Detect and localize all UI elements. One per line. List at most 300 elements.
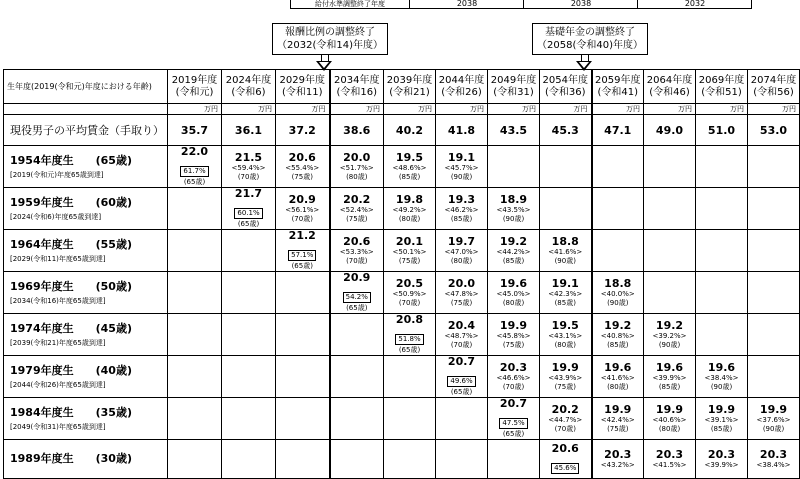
header-row [4, 70, 800, 104]
pension-cell [748, 146, 800, 188]
pension-amount: 19.3 [447, 192, 476, 206]
age-label: (85歳) [658, 382, 681, 391]
era-label: (令和11) [281, 86, 323, 98]
pension-cell [592, 146, 644, 188]
pension-cell [748, 314, 800, 356]
pension-cell [696, 398, 748, 440]
wage-value: 41.8 [436, 115, 488, 146]
replacement-rate-box: 45.6% [551, 463, 579, 474]
pension-cell [222, 398, 276, 440]
pension-amount: 19.6 [604, 360, 632, 374]
age-label: (70歳) [450, 340, 473, 349]
pension-cell [168, 188, 222, 230]
unit-row [4, 104, 800, 115]
pension-amount: 20.9 [288, 192, 316, 206]
cohort-row [4, 314, 800, 356]
pension-cell [330, 230, 384, 272]
unit-cell: 万円 [222, 104, 276, 115]
pension-cell [488, 272, 540, 314]
pension-cell [696, 440, 748, 479]
pension-amount: 20.7 [447, 355, 476, 368]
year-header [592, 70, 644, 104]
year-label: 2069年度 [698, 74, 745, 86]
age-label: (70歳) [398, 298, 421, 307]
replacement-rate: <45.0%> [496, 289, 531, 298]
pension-amount: 19.9 [551, 360, 579, 374]
pension-cell [330, 398, 384, 440]
age-label: (80歳) [607, 382, 629, 391]
era-label: (令和26) [441, 86, 482, 98]
unit-cell: 万円 [168, 104, 222, 115]
pension-cell [696, 356, 748, 398]
pension-amount: 20.6 [551, 442, 579, 455]
pension-amount: 20.0 [343, 150, 371, 164]
pension-cell [436, 272, 488, 314]
cohort-row [4, 272, 800, 314]
pension-cell [540, 146, 592, 188]
top-strip-value: 2038 [409, 0, 524, 8]
unit-cell: 万円 [592, 104, 644, 115]
pension-cell [540, 356, 592, 398]
replacement-rate: <40.6%> [652, 415, 687, 424]
pension-amount: 20.3 [604, 447, 632, 461]
pension-cell [540, 398, 592, 440]
pension-cell [330, 146, 384, 188]
cohort-label [4, 230, 168, 272]
replacement-rate-box: 57.1% [288, 250, 316, 261]
pension-cell [540, 440, 592, 479]
wage-value: 38.6 [330, 115, 384, 146]
wage-value: 40.2 [384, 115, 436, 146]
age-label: (85歳) [502, 256, 525, 265]
pension-cell [222, 314, 276, 356]
age-label: (90歳) [450, 172, 473, 181]
replacement-rate-box: 60.1% [234, 208, 262, 219]
year-header [488, 70, 540, 104]
cohort-label [4, 272, 168, 314]
pension-cell [436, 398, 488, 440]
pension-cell [644, 230, 696, 272]
pension-cell [330, 272, 384, 314]
pension-cell [696, 272, 748, 314]
pension-table [3, 69, 800, 479]
age-label: (80歳) [658, 424, 681, 433]
replacement-rate: <44.7%> [548, 415, 583, 424]
cohort-label [4, 146, 168, 188]
pension-cell [436, 314, 488, 356]
replacement-rate: <39.9%> [704, 460, 739, 469]
pension-cell [436, 356, 488, 398]
age-label: (85歳) [607, 340, 629, 349]
pension-cell [696, 314, 748, 356]
pension-cell [436, 230, 488, 272]
cohort-note: [2024(令和6)年度65歳到達] [10, 212, 102, 221]
pension-cell [276, 230, 330, 272]
year-label: 2019年度 [171, 74, 218, 86]
cohort-row [4, 440, 800, 479]
pension-cell [488, 398, 540, 440]
pension-amount: 18.9 [499, 192, 528, 206]
year-header [330, 70, 384, 104]
wage-value: 51.0 [696, 115, 748, 146]
pension-amount: 19.6 [499, 276, 528, 290]
replacement-rate: <46.6%> [496, 373, 531, 382]
pension-cell [330, 440, 384, 479]
cohort-note: [2039(令和21)年度65歳到達] [10, 338, 106, 347]
pension-amount: 20.3 [707, 447, 736, 461]
pension-cell [168, 272, 222, 314]
pension-cell [436, 146, 488, 188]
pension-cell [384, 146, 436, 188]
pension-amount: 19.2 [604, 318, 632, 332]
pension-cell [330, 314, 384, 356]
replacement-rate: <45.7%> [444, 163, 479, 172]
replacement-rate: <43.9%> [548, 373, 583, 382]
pension-cell [222, 356, 276, 398]
unit-cell: 万円 [384, 104, 436, 115]
replacement-rate: <53.3%> [339, 247, 374, 256]
replacement-rate: <39.2%> [652, 331, 687, 340]
pension-amount: 20.0 [447, 276, 476, 290]
pension-amount: 19.2 [499, 234, 528, 248]
pension-cell [540, 272, 592, 314]
age-label: (65歳) [450, 388, 473, 396]
replacement-rate: <39.1%> [704, 415, 739, 424]
unit-cell: 万円 [436, 104, 488, 115]
pension-cell [488, 314, 540, 356]
cohort-name: 1974年度生 (45歳) [10, 321, 132, 335]
replacement-rate: <50.9%> [392, 289, 427, 298]
cohort-note: [2029(令和11)年度65歳到達] [10, 254, 106, 263]
cohort-label [4, 188, 168, 230]
age-label: (65歳) [291, 262, 313, 270]
unit-cell: 万円 [748, 104, 800, 115]
pension-cell [748, 230, 800, 272]
cohort-note: [2019(令和元)年度65歳到達] [10, 170, 104, 179]
cohort-row [4, 230, 800, 272]
pension-cell [168, 356, 222, 398]
pension-amount: 19.1 [447, 150, 476, 164]
top-strip-value: 2032 [637, 0, 752, 8]
cohort-note: [2044(令和26)年度65歳到達] [10, 380, 106, 389]
year-label: 2074年度 [750, 74, 797, 86]
pension-amount: 20.2 [551, 402, 579, 416]
pension-cell [222, 272, 276, 314]
era-label: (令和46) [649, 86, 690, 98]
era-label: (令和41) [597, 86, 639, 98]
year-label: 2049年度 [490, 74, 537, 86]
year-label: 2059年度 [595, 74, 641, 86]
cohort-name: 1979年度生 (40歳) [10, 363, 132, 377]
age-label: (80歳) [346, 172, 368, 181]
age-label: (80歳) [450, 256, 473, 265]
replacement-rate: <49.2%> [392, 205, 427, 214]
pension-amount: 19.6 [655, 360, 684, 374]
era-label: (令和51) [701, 86, 742, 98]
pension-cell [384, 440, 436, 479]
year-header [384, 70, 436, 104]
wage-value: 43.5 [488, 115, 540, 146]
callout-line1: 報酬比例の調整終了 [284, 27, 375, 38]
age-label: (70歳) [346, 256, 368, 265]
pension-cell [168, 398, 222, 440]
pension-amount: 20.5 [395, 276, 424, 290]
cohort-note: [2034(令和16)年度65歳到達] [10, 296, 106, 305]
pension-amount: 19.9 [604, 402, 632, 416]
pension-cell [540, 188, 592, 230]
unit-cell: 万円 [330, 104, 384, 115]
era-label: (令和元) [175, 86, 214, 98]
replacement-rate-box: 54.2% [343, 292, 371, 303]
pension-cell [592, 356, 644, 398]
wage-label: 現役男子の平均賃金（手取り） [4, 115, 168, 146]
year-header [168, 70, 222, 104]
replacement-rate: <47.0%> [444, 247, 479, 256]
pension-cell [222, 146, 276, 188]
pension-cell [592, 398, 644, 440]
cohort-label [4, 314, 168, 356]
age-label: (90歳) [762, 424, 785, 433]
age-label: (65歳) [346, 304, 368, 312]
wage-row [4, 115, 800, 146]
pension-cell [276, 314, 330, 356]
replacement-rate: <43.1%> [548, 331, 583, 340]
age-label: (70歳) [502, 382, 525, 391]
age-label: (90歳) [502, 214, 525, 223]
age-label: (75歳) [291, 172, 313, 181]
pension-amount: 19.2 [655, 318, 684, 332]
unit-cell: 万円 [540, 104, 592, 115]
pension-amount: 22.0 [180, 145, 209, 158]
age-label: (85歳) [710, 424, 733, 433]
year-label: 2044年度 [438, 74, 485, 86]
replacement-rate-box: 49.6% [447, 376, 475, 387]
year-header [276, 70, 330, 104]
replacement-rate: <42.4%> [600, 415, 635, 424]
replacement-rate: <37.6%> [756, 415, 791, 424]
unit-cell: 万円 [644, 104, 696, 115]
cohort-label [4, 398, 168, 440]
pension-amount: 19.5 [551, 318, 579, 332]
age-label: (90歳) [710, 382, 733, 391]
cohort-label [4, 356, 168, 398]
age-label: (90歳) [607, 298, 629, 307]
wage-value: 49.0 [644, 115, 696, 146]
pension-amount: 20.3 [759, 447, 788, 461]
year-header [644, 70, 696, 104]
age-label: (80歳) [398, 214, 421, 223]
year-header [436, 70, 488, 104]
unit-cell: 万円 [488, 104, 540, 115]
wage-value: 36.1 [222, 115, 276, 146]
pension-cell [436, 440, 488, 479]
pension-amount: 20.6 [288, 150, 316, 164]
age-label: (75歳) [554, 382, 576, 391]
pension-cell [488, 440, 540, 479]
wage-value: 37.2 [276, 115, 330, 146]
pension-cell [330, 188, 384, 230]
year-label: 2024年度 [225, 74, 272, 86]
pension-cell [488, 146, 540, 188]
pension-cell [384, 230, 436, 272]
pension-amount: 21.2 [288, 229, 316, 242]
pension-cell [384, 188, 436, 230]
year-label: 2054年度 [542, 74, 588, 86]
year-header [222, 70, 276, 104]
pension-cell [592, 272, 644, 314]
cohort-name: 1959年度生 (60歳) [10, 195, 132, 209]
replacement-rate: <38.4%> [756, 460, 791, 469]
era-label: (令和21) [389, 86, 430, 98]
replacement-rate: <48.7%> [444, 331, 479, 340]
replacement-rate-box: 47.5% [499, 418, 527, 429]
era-label: (令和36) [544, 86, 586, 98]
cohort-note: [2049(令和31)年度65歳到達] [10, 422, 106, 431]
pension-cell [644, 314, 696, 356]
year-label: 2029年度 [279, 74, 325, 86]
replacement-rate-box: 51.8% [395, 334, 423, 345]
replacement-rate-box: 61.7% [180, 166, 208, 177]
pension-cell [748, 188, 800, 230]
replacement-rate: <45.8%> [496, 331, 531, 340]
year-header [540, 70, 592, 104]
pension-cell [384, 356, 436, 398]
pension-cell [488, 230, 540, 272]
pension-amount: 20.4 [447, 318, 476, 332]
era-label: (令和16) [336, 86, 378, 98]
pension-cell [384, 314, 436, 356]
pension-cell [644, 188, 696, 230]
replacement-rate: <50.1%> [392, 247, 427, 256]
age-label: (65歳) [398, 346, 421, 354]
age-label: (75歳) [502, 340, 525, 349]
cohort-name: 1964年度生 (55歳) [10, 237, 132, 251]
callout-basic-pension [532, 23, 648, 55]
year-label: 2064年度 [646, 74, 693, 86]
pension-cell [592, 440, 644, 479]
wage-value: 45.3 [540, 115, 592, 146]
pension-cell [644, 440, 696, 479]
pension-amount: 20.6 [343, 234, 371, 248]
wage-value: 47.1 [592, 115, 644, 146]
pension-cell [276, 188, 330, 230]
pension-cell [222, 440, 276, 479]
pension-cell [276, 356, 330, 398]
cohort-name: 1984年度生 (35歳) [10, 405, 132, 419]
age-label: (85歳) [398, 172, 421, 181]
pension-cell [696, 188, 748, 230]
pension-cell [276, 440, 330, 479]
cohort-name: 1969年度生 (50歳) [10, 279, 132, 293]
callout-line2: （2058(令和40)年度） [537, 40, 643, 51]
replacement-rate: <39.9%> [652, 373, 687, 382]
cohort-row [4, 146, 800, 188]
age-label: (75歳) [607, 424, 629, 433]
pension-cell [168, 314, 222, 356]
age-label: (75歳) [346, 214, 368, 223]
age-label: (80歳) [554, 340, 576, 349]
replacement-rate: <52.4%> [339, 205, 374, 214]
cohort-name: 1989年度生 (30歳) [10, 452, 132, 465]
pension-amount: 19.9 [707, 402, 736, 416]
pension-cell [168, 440, 222, 479]
year-header [696, 70, 748, 104]
pension-amount: 20.7 [499, 397, 528, 410]
pension-amount: 20.3 [499, 360, 528, 374]
pension-amount: 20.3 [655, 447, 684, 461]
unit-cell: 万円 [276, 104, 330, 115]
cohort-label [4, 440, 168, 479]
pension-cell [644, 146, 696, 188]
pension-cell [644, 398, 696, 440]
age-label: (90歳) [658, 340, 681, 349]
replacement-rate: <43.5%> [496, 205, 531, 214]
replacement-rate: <38.4%> [704, 373, 739, 382]
age-label: (65歳) [183, 178, 206, 186]
callout-earnings-related [272, 23, 388, 55]
age-label: (65歳) [502, 430, 525, 438]
pension-cell [748, 356, 800, 398]
pension-cell [168, 230, 222, 272]
pension-cell [384, 398, 436, 440]
callout-line2: （2032(令和14)年度） [277, 40, 383, 51]
age-label: (75歳) [398, 256, 421, 265]
age-label: (90歳) [554, 256, 576, 265]
pension-amount: 20.8 [395, 313, 424, 326]
age-label: (85歳) [554, 298, 576, 307]
pension-cell [276, 398, 330, 440]
pension-amount: 19.9 [499, 318, 528, 332]
cohort-row [4, 398, 800, 440]
era-label: (令和31) [493, 86, 534, 98]
pension-cell [696, 230, 748, 272]
unit-cell: 万円 [696, 104, 748, 115]
cohort-name: 1954年度生 (65歳) [10, 153, 132, 167]
replacement-rate: <56.1%> [285, 205, 320, 214]
era-label: (令和6) [231, 86, 266, 98]
pension-cell [384, 272, 436, 314]
pension-amount: 20.9 [343, 271, 371, 284]
age-label: (70歳) [554, 424, 576, 433]
pension-amount: 20.1 [395, 234, 424, 248]
pension-cell [540, 230, 592, 272]
callout-line1: 基礎年金の調整終了 [544, 27, 635, 38]
replacement-rate: <40.8%> [600, 331, 635, 340]
pension-cell [222, 188, 276, 230]
replacement-rate: <47.8%> [444, 289, 479, 298]
pension-amount: 18.8 [551, 234, 579, 248]
pension-amount: 19.1 [551, 276, 579, 290]
replacement-rate: <41.6%> [548, 247, 583, 256]
replacement-rate: <48.6%> [392, 163, 427, 172]
pension-amount: 21.7 [234, 187, 263, 200]
pension-cell [488, 188, 540, 230]
pension-cell [696, 146, 748, 188]
age-label: (75歳) [450, 298, 473, 307]
pension-cell [748, 398, 800, 440]
unit-row-label [4, 104, 168, 115]
pension-cell [592, 230, 644, 272]
replacement-rate: <55.4%> [285, 163, 320, 172]
top-strip-label: 給付水準調整終了年度 [315, 0, 385, 8]
pension-cell [540, 314, 592, 356]
replacement-rate: <43.2%> [600, 460, 635, 469]
pension-cell [488, 356, 540, 398]
pension-cell [644, 356, 696, 398]
pension-cell [276, 272, 330, 314]
pension-amount: 20.2 [343, 192, 371, 206]
pension-amount: 18.8 [604, 276, 632, 290]
